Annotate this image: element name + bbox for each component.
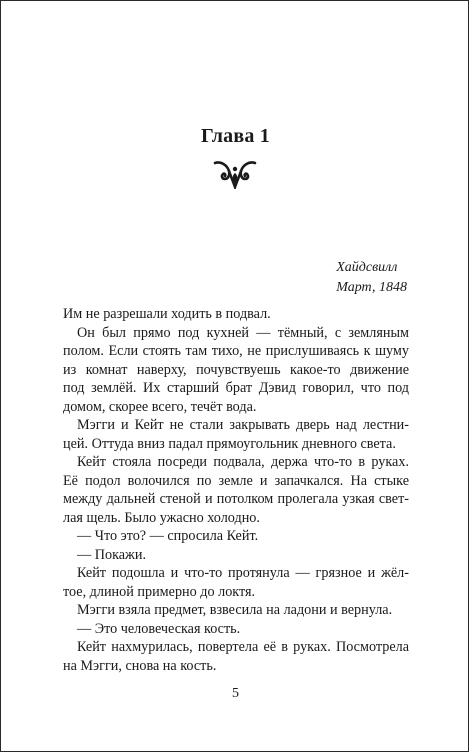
body-line: тое, длиной примерно до локтя.: [63, 583, 256, 600]
body-line: Мэгги и Кейт не стали закрывать дверь над лестни-: [77, 417, 409, 433]
body-line: Кейт подошла и что-то протянула — грязное и жёл-: [77, 565, 409, 581]
body-line: из комнат наверху, почувствуешь какое-то движение: [63, 361, 409, 378]
body-line: Кейт стояла посреди подвала, держа что-то в руках.: [77, 454, 409, 470]
epigraph: [336, 258, 407, 298]
body-line: между дальней стеной и потолком пролегала узкая свет-: [63, 491, 409, 507]
ornamental-flourish-icon: [213, 159, 257, 189]
epigraph-date: Март, 1848: [336, 280, 407, 295]
body-line: Кейт нахмурилась, повертела её в руках. Посмотрела: [77, 639, 409, 655]
body-line: Им не разрешали ходить в подвал.: [63, 306, 271, 322]
dialogue-line: — Что это? — спросила Кейт.: [77, 528, 259, 544]
page-number: 5: [232, 686, 239, 701]
body-line: на Мэгги, снова на кость.: [63, 657, 217, 674]
body-line: Её подол волочился по земле и запачкался. На стыке: [63, 472, 409, 489]
body-line: Мэгги взяла предмет, взвесила на ладони и вернула.: [77, 602, 393, 618]
body-line: домом, скорее всего, течёт вода.: [63, 398, 257, 415]
body-line: под землёй. Их старший брат Дэвид говорил, что под: [63, 380, 409, 396]
body-line: полом. Если стоять там тихо, не прислушиваясь к шуму: [63, 343, 409, 359]
body-line: цей. Оттуда вниз падал прямоугольник дневного света.: [63, 435, 396, 452]
dialogue-line: — Покажи.: [77, 546, 146, 563]
body-line: Он был прямо под кухней — тёмный, с земляным: [77, 324, 409, 341]
epigraph-place: Хайдсвилл: [336, 260, 398, 275]
chapter-title: Глава 1: [201, 125, 270, 147]
dialogue-line: — Это человеческая кость.: [77, 620, 241, 637]
chapter-body: [63, 305, 409, 675]
body-line: лая щель. Было ужасно холодно.: [63, 509, 260, 526]
